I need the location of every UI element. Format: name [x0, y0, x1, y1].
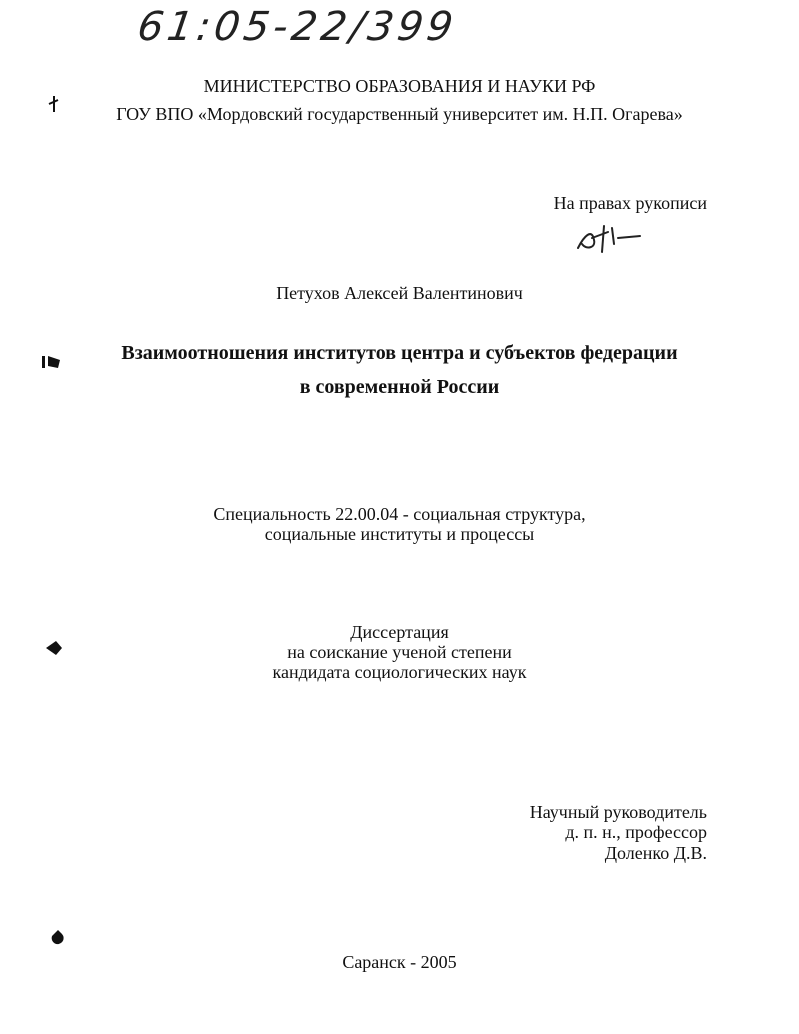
dissertation-line-3: кандидата социологических наук — [272, 662, 527, 682]
specialty-line-1: Специальность 22.00.04 - социальная структура, — [213, 504, 586, 524]
signature — [574, 218, 644, 254]
binding-mark-3 — [44, 640, 64, 656]
author-name: Петухов Алексей Валентинович — [276, 283, 523, 303]
supervisor-line-1: Научный руководитель — [529, 802, 707, 822]
university-heading: ГОУ ВПО «Мордовский государственный университет им. Н.П. Огарева» — [116, 104, 683, 124]
thesis-title-line-2: в современной России — [299, 376, 500, 398]
supervisor-line-3: Доленко Д.В. — [604, 843, 707, 863]
place-year: Саранск - 2005 — [342, 952, 457, 972]
binding-mark-1 — [48, 96, 60, 112]
binding-mark-4 — [50, 928, 64, 944]
dissertation-line-2: на соискание ученой степени — [287, 642, 512, 662]
thesis-title-line-1: Взаимоотношения институтов центра и субъектов федерации — [121, 342, 678, 364]
binding-mark-2 — [42, 354, 62, 370]
dissertation-line-1: Диссертация — [350, 622, 449, 642]
supervisor-line-2: д. п. н., профессор — [565, 822, 707, 842]
archive-number: 61:05-22/399 — [134, 4, 460, 50]
specialty-line-2: социальные институты и процессы — [264, 524, 535, 544]
manuscript-note: На правах рукописи — [553, 193, 707, 213]
ministry-heading: МИНИСТЕРСТВО ОБРАЗОВАНИЯ И НАУКИ РФ — [203, 76, 596, 96]
